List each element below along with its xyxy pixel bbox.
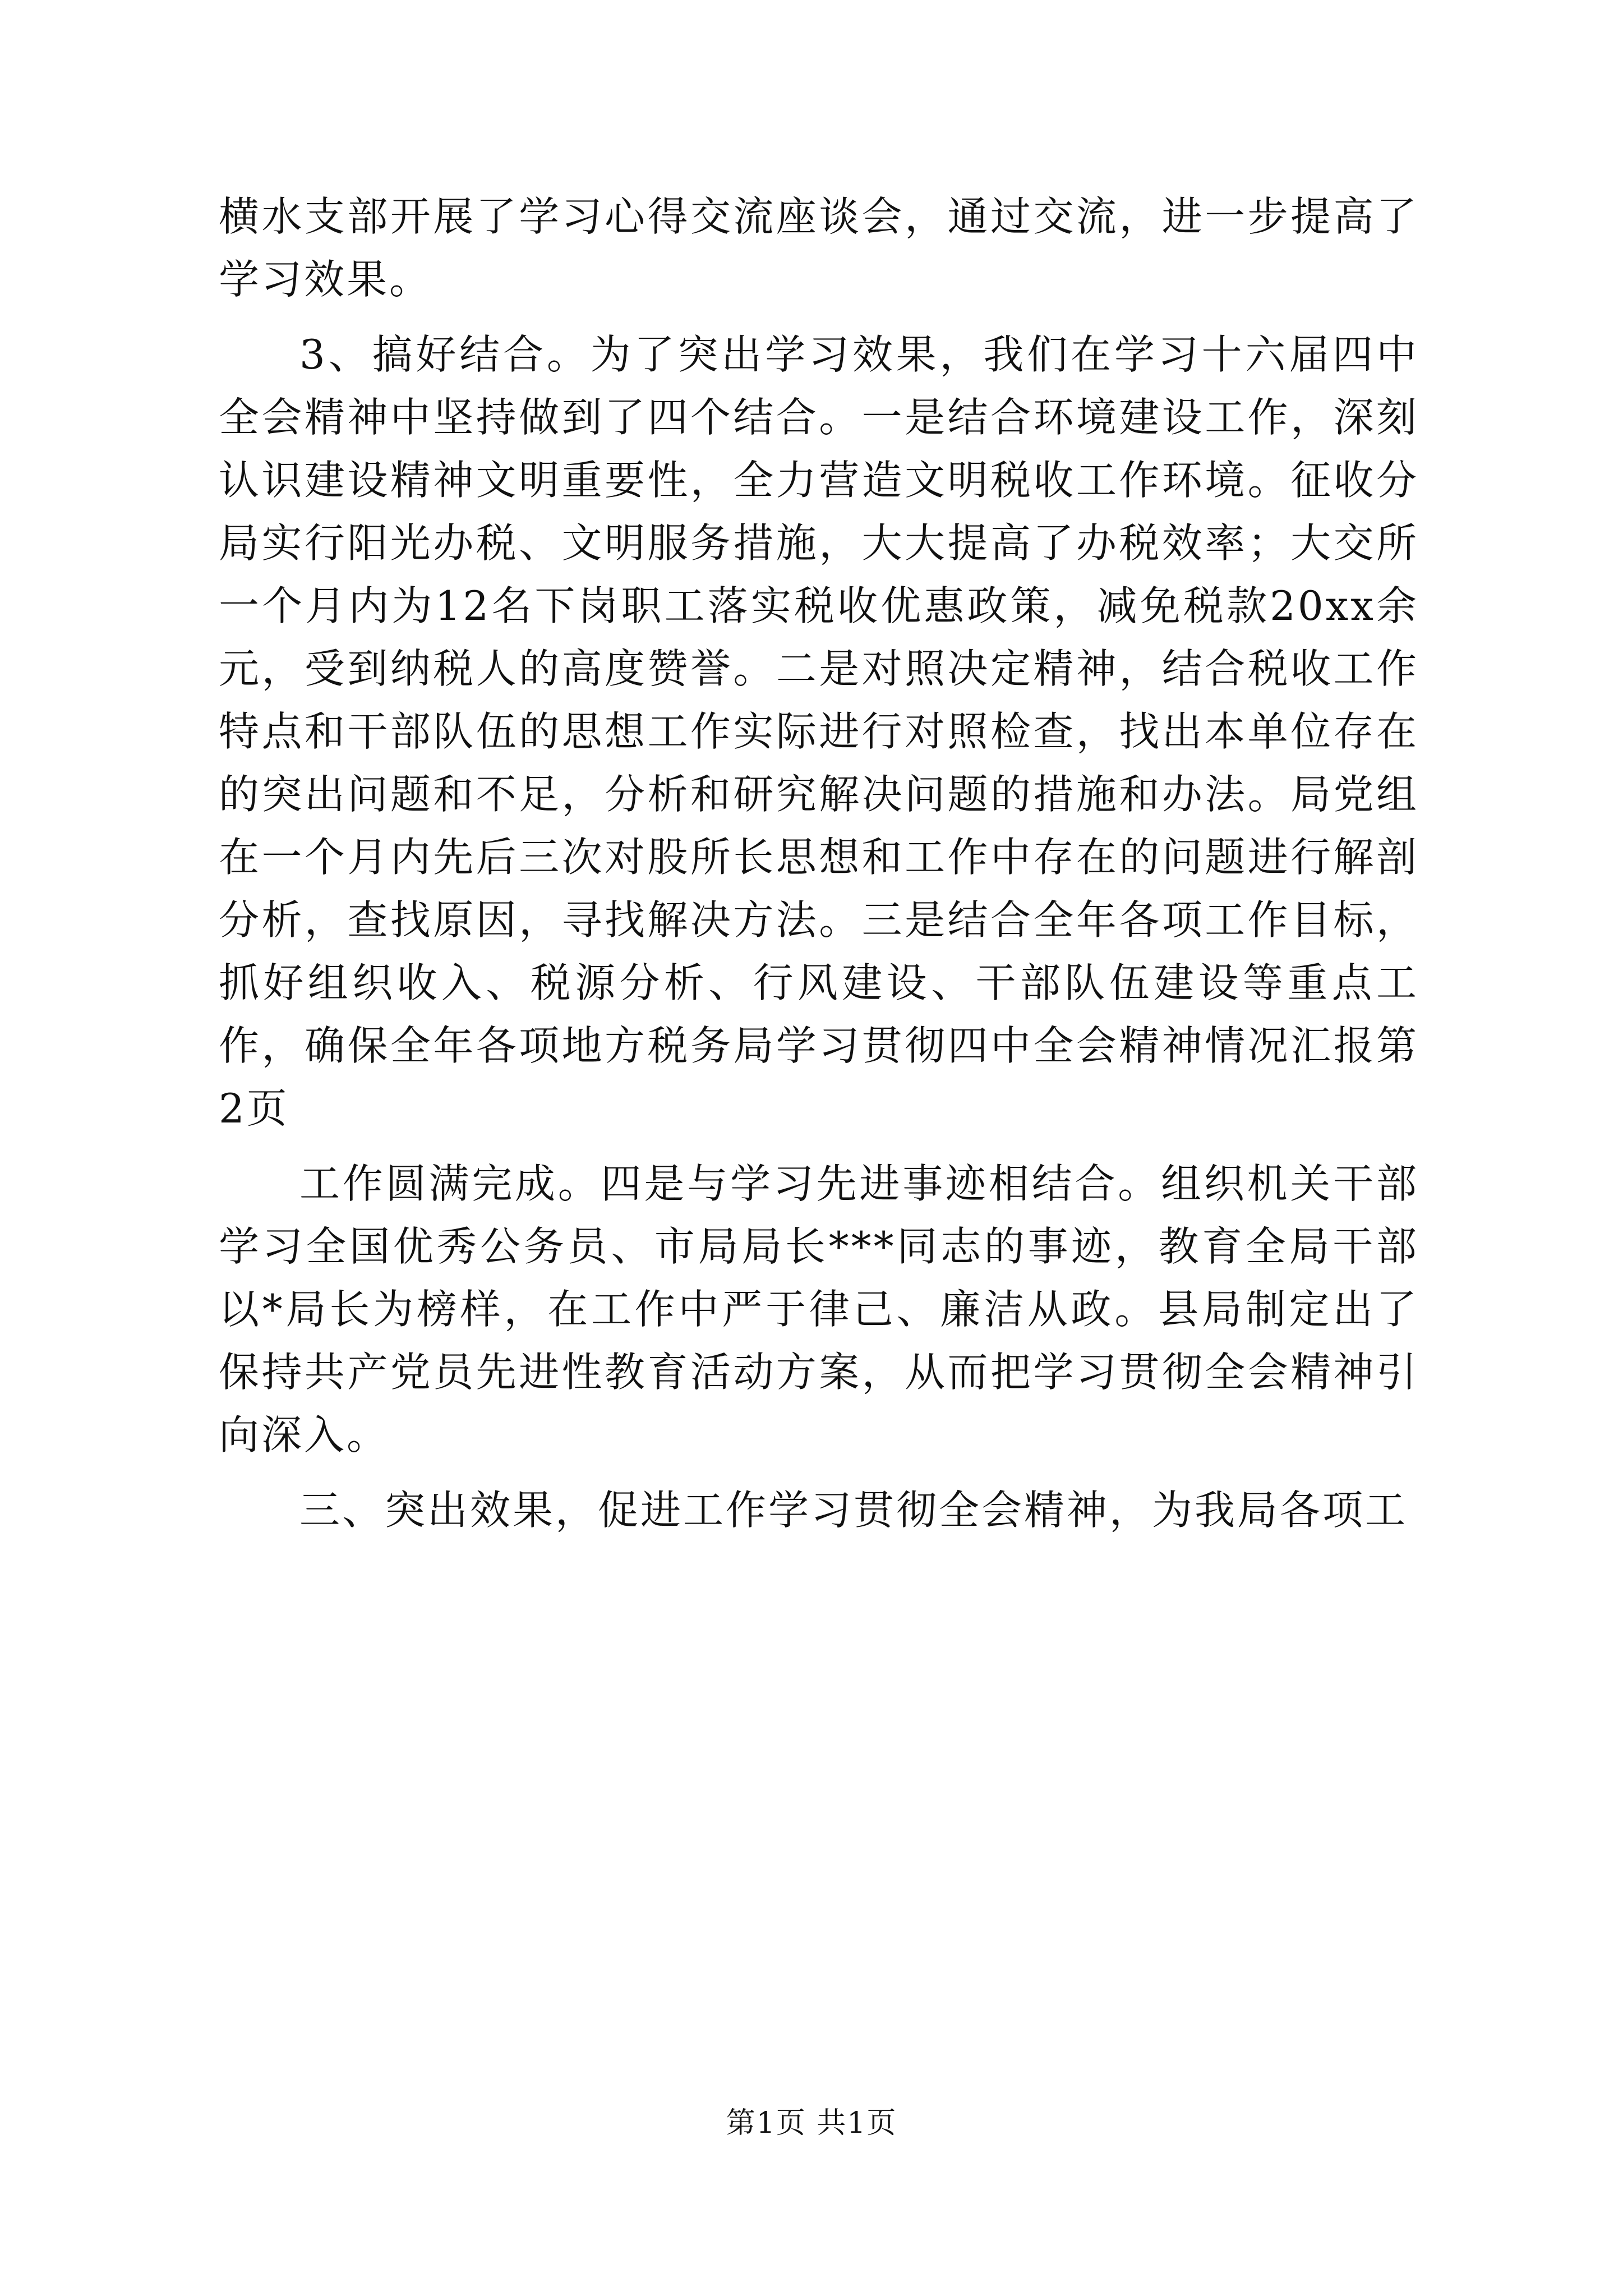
paragraph-4: 三、突出效果，促进工作学习贯彻全会精神，为我局各项工 <box>299 1487 1408 1534</box>
paragraph-2: 3、搞好结合。为了突出学习效果，我们在学习十六届四中全会精神中坚持做到了四个结合。一是结合环境建设工作，深刻认识建设精神文明重要性，全力营造文明税收工作环境。征收分局实行阳光办税、文明服务措施，大大提高了办税效率；大交所一个月内为12名下岗职工落实税收优惠政策，减免税款20xx余元，受到纳税人的高度赞誉。二是对照决定精神，结合税收工作特点和干部队伍的思想工作实际进行对照检查，找出本单位存在的突出问题和不足，分析和研究解决问题的措施和办法。局党组在一个月内先后三次对股所长思想和工作中存在的问题进行解剖分析，查找原因，寻找解决方法。三是结合全年各项工作目标，抓好组织收入、税源分析、行风建设、干部队伍建设等重点工作，确保全年各项地方税务局学习贯彻四中全会精神情况汇报第2页 <box>219 331 1419 1132</box>
paragraph-3: 工作圆满完成。四是与学习先进事迹相结合。组织机关干部学习全国优秀公务员、市局局长***同志的事迹，教育全局干部以*局长为榜样，在工作中严于律己、廉洁从政。县局制定出了保持共产党员先进性教育活动方案，从而把学习贯彻全会精神引向深入。 <box>219 1160 1419 1458</box>
page-footer: 第1页 共1页 <box>726 2106 897 2140</box>
paragraph-1: 横水支部开展了学习心得交流座谈会，通过交流，进一步提高了学习效果。 <box>219 193 1419 303</box>
document-body <box>219 185 1419 1542</box>
